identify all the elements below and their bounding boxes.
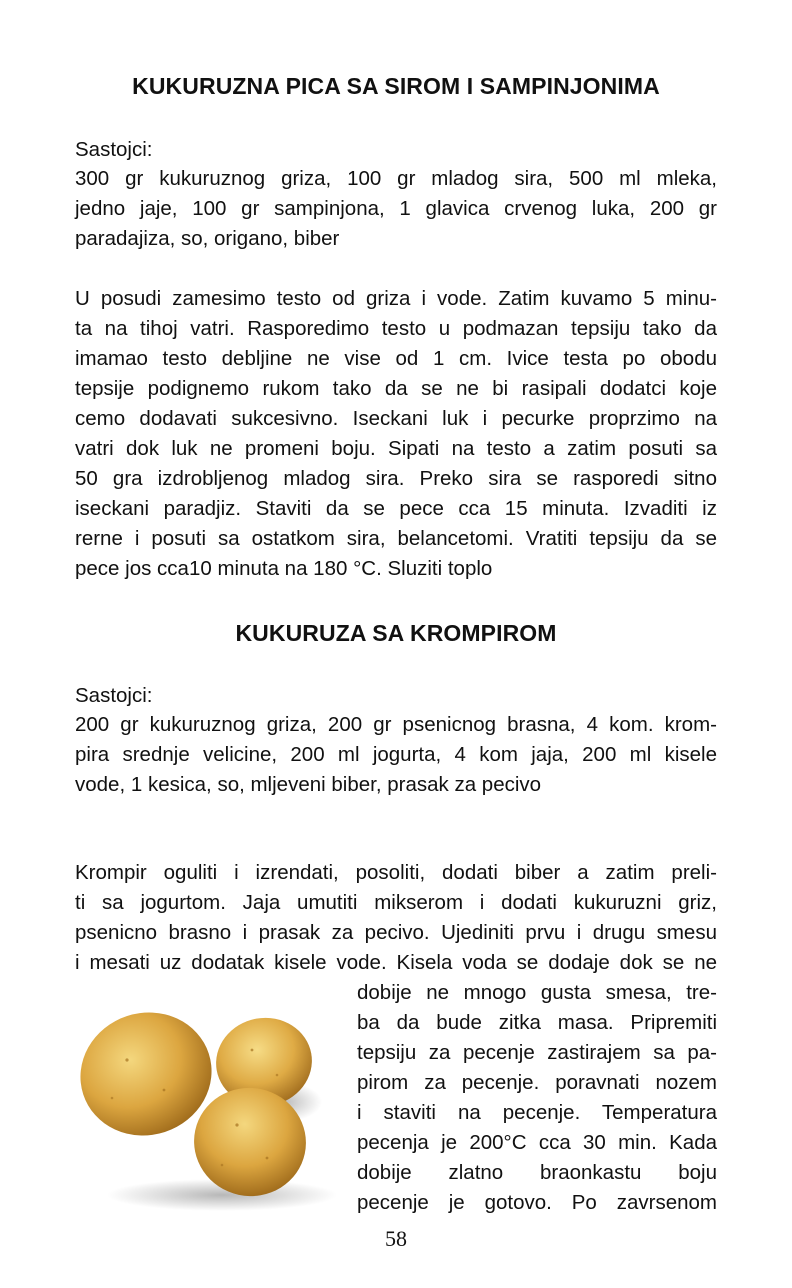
recipe2-ingredients xyxy=(75,710,717,800)
recipe2-method xyxy=(75,858,717,978)
recipe2-method-line: pirom za pecenje. poravnati nozem xyxy=(357,1071,717,1094)
recipe1-method-line: imamao testo debljine ne vise od 1 cm. Ivice testa po obodu xyxy=(75,347,717,370)
recipe1-ingredients-line: 300 gr kukuruznog griza, 100 gr mladog sira, 500 ml mleka, xyxy=(75,167,717,190)
recipe2-method-line: tepsiju za pecenje zastirajem sa pa- xyxy=(357,1041,717,1064)
recipe2-method-line: Krompir oguliti i izrendati, posoliti, dodati biber a zatim preli- xyxy=(75,861,717,884)
recipe2-title: KUKURUZA SA KROMPIROM xyxy=(235,620,557,646)
recipe1-ingredients-line: jedno jaje, 100 gr sampinjona, 1 glavica crvenog luka, 200 gr xyxy=(75,197,717,220)
recipe2-ingredients-line: pira srednje velicine, 200 ml jogurta, 4 kom jaja, 200 ml kisele xyxy=(75,743,717,766)
recipe1-ingredients xyxy=(75,164,717,254)
page-number: 58 xyxy=(385,1226,407,1251)
recipe2-method-line: psenicno brasno i prasak za pecivo. Ujediniti prvu i drugu smesu xyxy=(75,921,717,944)
recipe2-method-line: dobije zlatno braonkastu boju xyxy=(357,1161,717,1184)
potatoes-photo xyxy=(72,990,344,1215)
recipe1-title: KUKURUZNA PICA SA SIROM I SAMPINJONIMA xyxy=(132,73,660,99)
recipe1-method-line: U posudi zamesimo testo od griza i vode. Zatim kuvamo 5 minu- xyxy=(75,287,717,310)
recipe2-method-line: ba da bude zitka masa. Pripremiti xyxy=(357,1011,717,1034)
recipe2-ingredients-label: Sastojci: xyxy=(75,684,153,707)
recipe2-ingredients-line: vode, 1 kesica, so, mljeveni biber, prasak za pecivo xyxy=(75,773,542,796)
recipe1-method-line: 50 gra izdrobljenog mladog sira. Preko sira se rasporedi sitno xyxy=(75,467,717,490)
recipe1-method-line: tepsije podignemo rukom tako da se ne bi rasipali dodatci koje xyxy=(75,377,717,400)
recipe1-method-line: ta na tihoj vatri. Rasporedimo testo u podmazan tepsiju tako da xyxy=(75,317,717,340)
recipe1-ingredients-label: Sastojci: xyxy=(75,138,153,161)
recipe2-method-line: pecenje je gotovo. Po zavrsenom xyxy=(357,1191,717,1214)
recipe2-method-line: i mesati uz dodatak kisele vode. Kisela voda se dodaje dok se ne xyxy=(75,951,717,974)
recipe2-method-line: dobije ne mnogo gusta smesa, tre- xyxy=(357,981,717,1004)
recipe1-method-line: vatri dok luk ne promeni boju. Sipati na testo a zatim posuti sa xyxy=(75,437,717,460)
recipe2-method-line: i staviti na pecenje. Temperatura xyxy=(357,1101,717,1124)
recipe1-method xyxy=(75,284,717,584)
recipe1-method-line: pece jos cca10 minuta na 180 °C. Sluziti toplo xyxy=(75,557,493,580)
recipe1-ingredients-line: paradajiza, so, origano, biber xyxy=(75,227,340,250)
recipe2-method-line: pecenja je 200°C cca 30 min. Kada xyxy=(357,1131,717,1154)
recipe1-method-line: cemo dodavati sukcesivno. Iseckani luk i pecurke proprzimo na xyxy=(75,407,717,430)
recipe2-ingredients-line: 200 gr kukuruznog griza, 200 gr psenicnog brasna, 4 kom. krom- xyxy=(75,713,717,736)
recipe1-method-line: rerne i posuti sa ostatkom sira, belancetomi. Vratiti tepsiju da se xyxy=(75,527,717,550)
recipe1-method-line: iseckani paradjiz. Staviti da se pece cca 15 minuta. Izvaditi iz xyxy=(75,497,717,520)
recipe2-method-wrapped xyxy=(357,978,717,1218)
recipe2-method-line: ti sa jogurtom. Jaja umutiti mikserom i dodati kukuruzni griz, xyxy=(75,891,717,914)
